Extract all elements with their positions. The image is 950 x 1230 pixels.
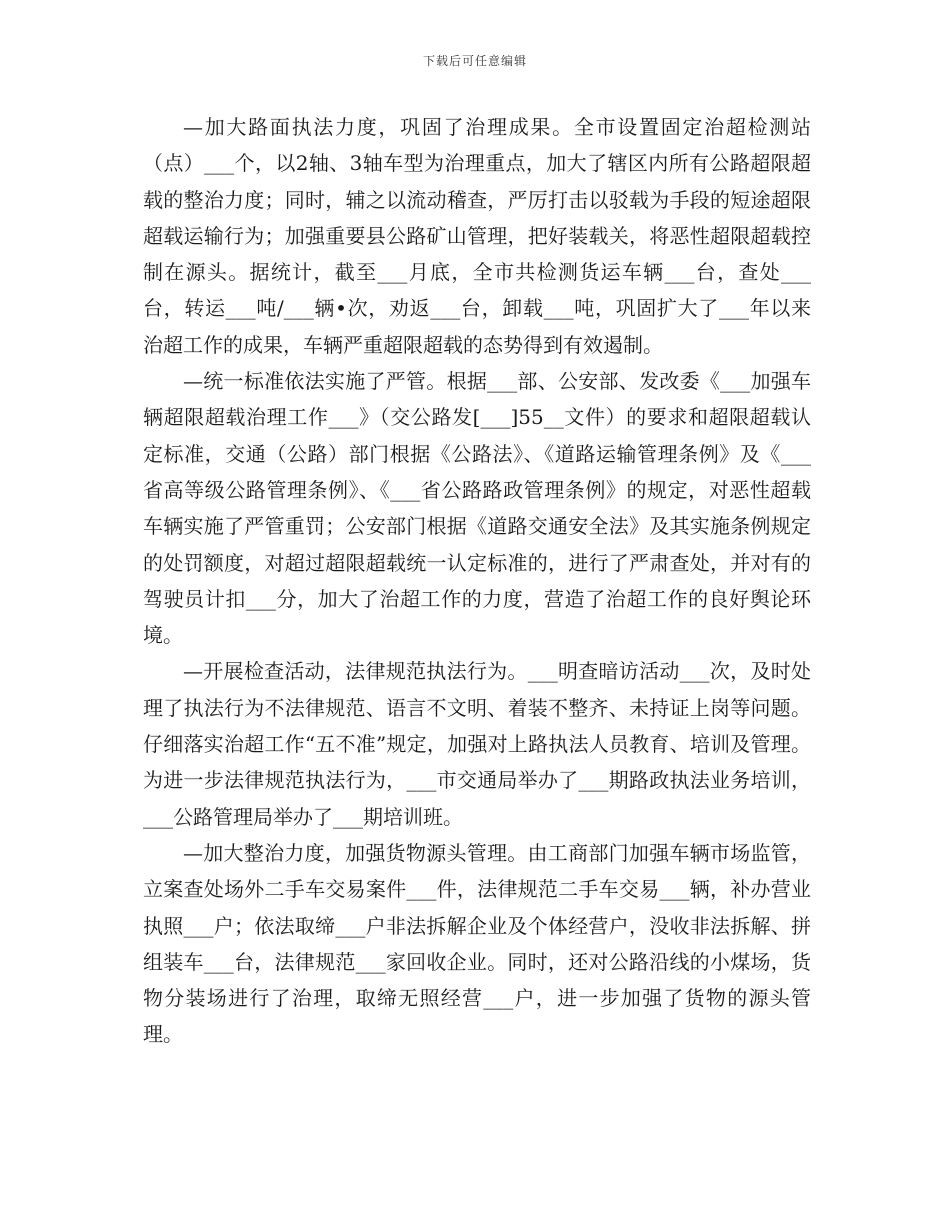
paragraph-cargo-source-management: —加大整治力度，加强货物源头管理。由工商部门加强车辆市场监管，立案查处场外二手车交易案件___件，法律规范二手车交易___辆，补办营业执照___户；依法取缔___户非法拆解企业及个体经营户，没收非法拆解、拼组装车___台，法律规范___家回收企业。同时，还对公路沿线的小煤场，货物分装场进行了治理，取缔无照经营___户，进一步加强了货物的源头管理。	[143, 840, 811, 1047]
page-header-note: 下载后可任意编辑	[422, 54, 527, 68]
paragraph-inspection-activities: —开展检查活动，法律规范执法行为。___明查暗访活动___次，及时处理了执法行为不法律规范、语言不文明、着装不整齐、未持证上岗等问题。仔细落实治超工作“五不准”规定，加强对上路执法人员教育、培训及管理。为进一步法律规范执法行为，___市交通局举办了___期路政执法业务培训，___公路管理局举办了___期培训班。	[143, 659, 811, 829]
paragraph-unified-standard: —统一标准依法实施了严管。根据___部、公安部、发改委《___加强车辆超限超载治理工作___》（交公路发[___]55__文件）的要求和超限超载认定标准，交通（公路）部门根据《公路法》、《道路运输管理条例》及《___省高等级公路管理条例》、《___省公路路政管理条例》的规定，对恶性超载车辆实施了严管重罚；公安部门根据《道路交通安全法》及其实施条例规定的处罚额度，对超过超限超载统一认定标准的，进行了严肃查处，并对有的驾驶员计扣___分，加大了治超工作的力度，营造了治超工作的良好舆论环境。	[143, 369, 811, 648]
document-body	[143, 109, 811, 1053]
paragraph-road-enforcement: —加大路面执法力度，巩固了治理成果。全市设置固定治超检测站（点）___个，以2轴、3轴车型为治理重点，加大了辖区内所有公路超限超载的整治力度；同时，辅之以流动稽查，严厉打击以驳载为手段的短途超限超载运输行为；加强重要县公路矿山管理，把好装载关，将恶性超限超载控制在源头。据统计，截至___月底，全市共检测货运车辆___台，查处___台，转运___吨/___辆•次，劝返___台，卸载___吨，巩固扩大了___年以来治超工作的成果，车辆严重超限超载的态势得到有效遏制。	[143, 115, 811, 357]
